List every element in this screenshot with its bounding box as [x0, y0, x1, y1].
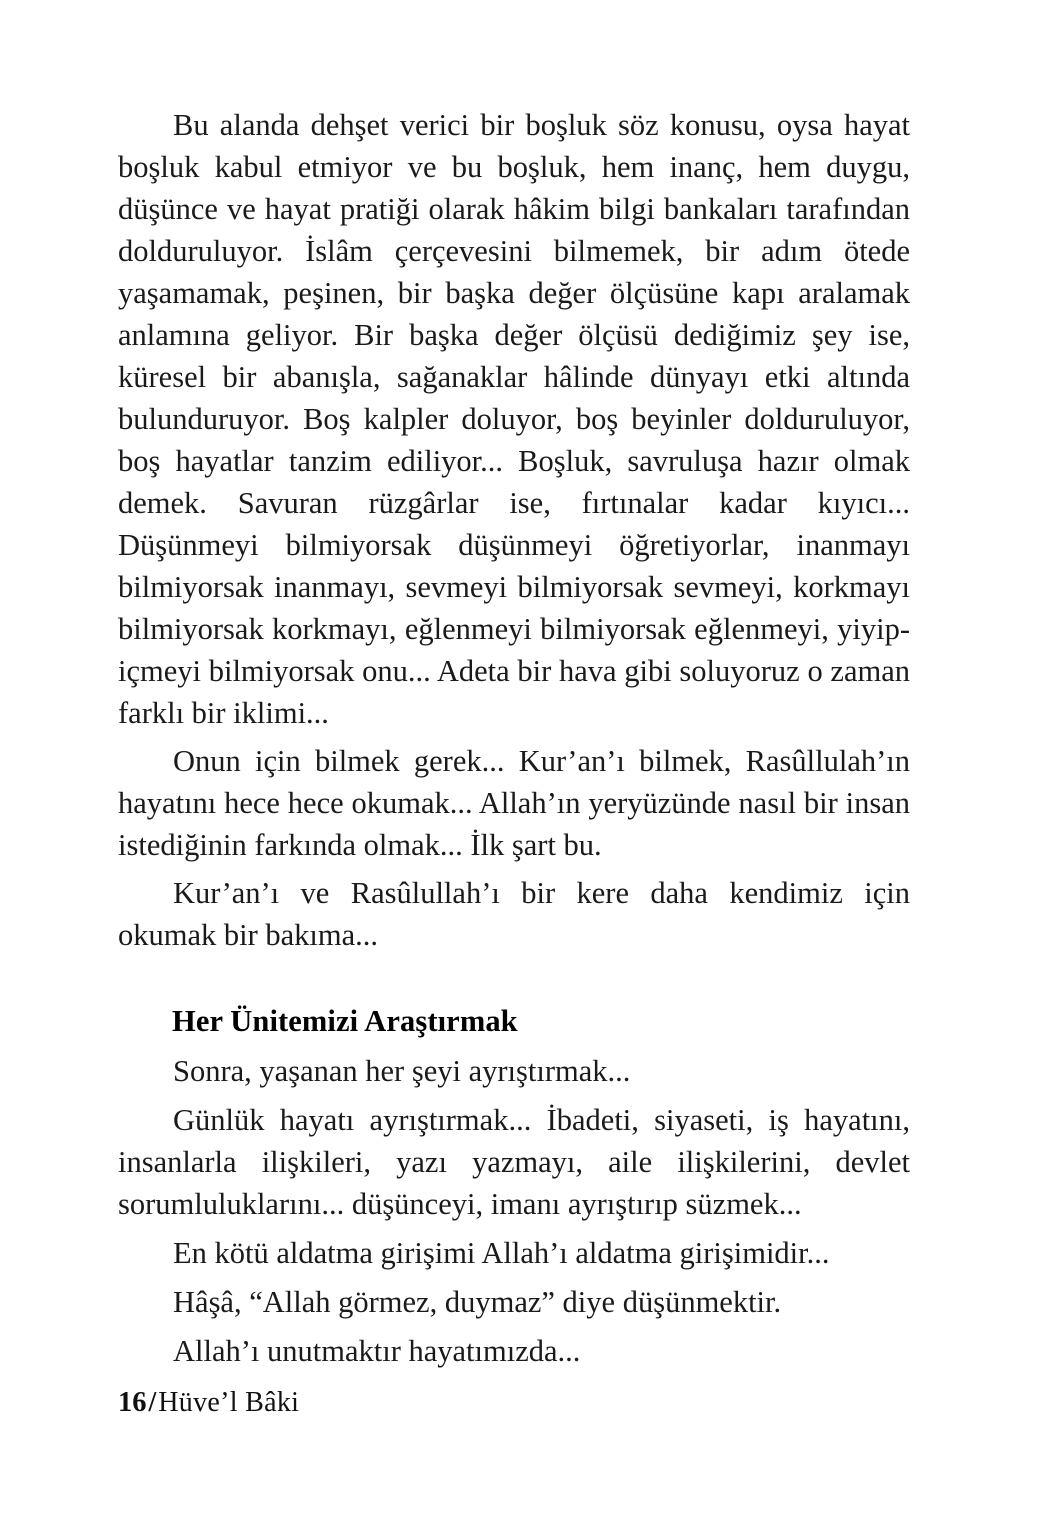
section-paragraph-3: En kötü aldatma girişimi Allah’ı aldatma girişimidir...: [173, 1236, 830, 1270]
paragraph-1: Bu alanda dehşet verici bir boşluk söz konusu, oysa hayat boşluk kabul etmiyor ve bu boşluk, hem inanç, hem duygu, düşünce ve hayat pratiği olarak hâkim bilgi bankaları tarafından dolduruluyor. İslâm çerçevesini bilmemek, bir adım ötede yaşamamak, peşinen, bir başka değer ölçüsüne kapı aralamak anlamına geliyor. Bir başka değer ölçüsü dediğimiz şey ise, küresel bir abanışla, sağanaklar hâlinde dünyayı etki altında bulunduruyor. Boş kalpler doluyor, boş beyinler dolduruluyor, boş hayatlar tanzim ediliyor... Boşluk, savruluşa hazır olmak demek. Savuran rüzgârlar ise, fırtınalar kadar kıyıcı... Düşünmeyi bilmiyorsak düşünmeyi öğretiyorlar, inanmayı bilmiyorsak inanmayı, sevmeyi bilmiyorsak sevmeyi, korkmayı bilmiyorsak korkmayı, eğlenmeyi bilmiyorsak eğlenmeyi, yiyip-içmeyi bilmiyorsak onu... Adeta bir hava gibi soluyoruz o zaman farklı bir iklimi...: [118, 108, 910, 730]
section-paragraph-1: Sonra, yaşanan her şeyi ayrıştırmak...: [173, 1054, 631, 1088]
section-paragraph-2: Günlük hayatı ayrıştırmak... İbadeti, siyaseti, iş hayatını, insanlarla ilişkileri, yazı yazmayı, aile ilişkilerini, devlet sorumluluklarını... düşünceyi, imanı ayrıştırıp süzmek...: [118, 1103, 910, 1221]
section-paragraph-5: Allah’ı unutmaktır hayatımızda...: [173, 1334, 581, 1368]
section-heading-block: [118, 1000, 910, 1042]
footer-separator: /: [148, 1387, 157, 1418]
paragraph-spacer: [118, 1092, 910, 1099]
section-heading: Her Ünitemizi Araştırmak: [172, 1004, 518, 1038]
paragraph-spacer: [118, 1225, 910, 1232]
footer-page-number: 16: [118, 1387, 147, 1418]
section-paragraph-4: Hâşâ, “Allah görmez, duymaz” diye düşünmektir.: [173, 1285, 782, 1319]
text-column: [118, 104, 910, 1372]
page-footer: [118, 1386, 299, 1420]
paragraph-3: Kur’an’ı ve Rasûlullah’ı bir kere daha kendimiz için okumak bir bakıma...: [118, 876, 910, 952]
footer-book-title: Hüve’l Bâki: [158, 1387, 300, 1418]
paragraph-2: Onun için bilmek gerek... Kur’an’ı bilmek, Rasûllulah’ın hayatını hece hece okumak... Allah’ın yeryüzünde nasıl bir insan istediğinin farkında olmak... İlk şart bu.: [118, 744, 910, 862]
